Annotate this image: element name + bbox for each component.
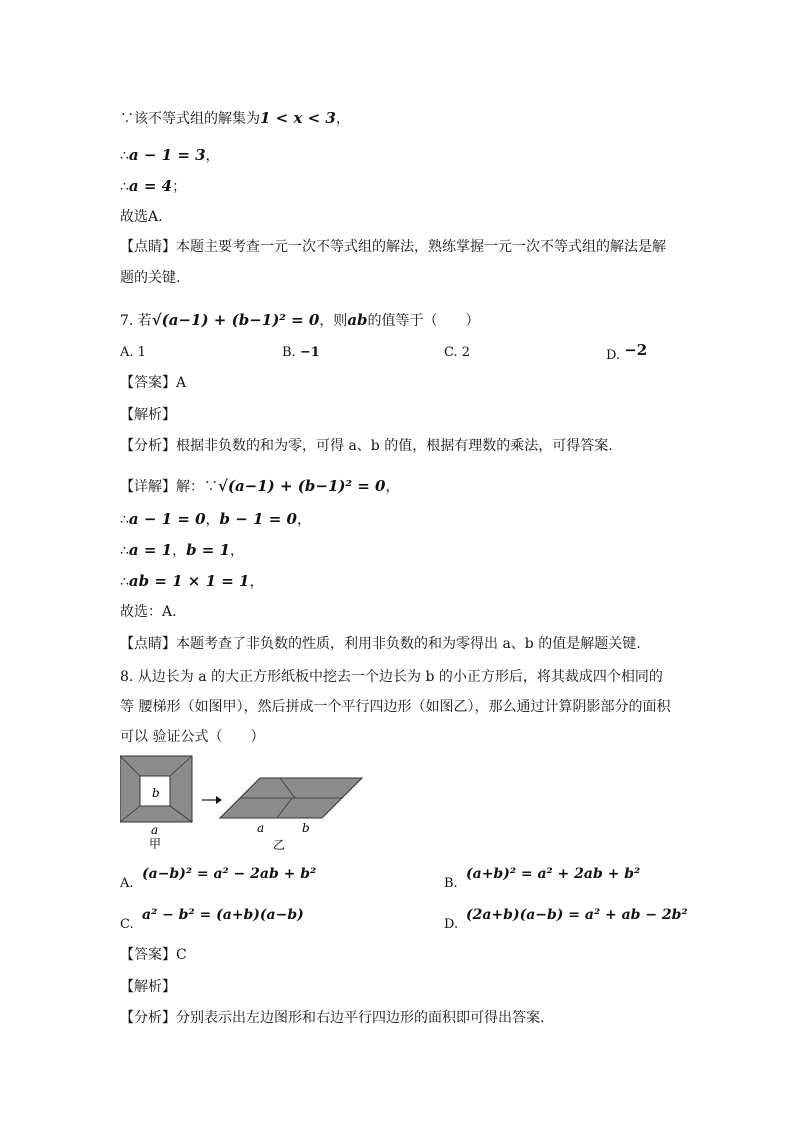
step-2: ∴a = 1，b = 1， [120,541,245,559]
step-3: ∴ab = 1 × 1 = 1， [120,572,264,590]
q8-option-b-label: B. [444,876,458,891]
label-b-right: b [302,821,310,835]
question-7 [120,310,480,331]
question-8-line-3: 可以 验证公式（ ） [120,729,265,745]
analysis-7: 【分析】根据非负数的和为零，可得 a、b 的值，根据有理数的乘法，可得答案. [120,438,613,454]
analysis-header-7: 【解析】 [120,407,176,423]
text: ∴ [120,148,129,164]
dianjing-line-1: 【点睛】本题主要考查一元一次不等式组的解法，熟练掌握一元一次不等式组的解法是解 [120,239,666,255]
q8-option-c: a² − b² = (a+b)(a−b) [142,907,304,923]
text: ； [172,179,187,195]
detail-7 [120,476,400,497]
q7-option-c: C. 2 [444,345,471,360]
choose-7: 故选：A. [120,604,177,620]
math-expression: ab [347,311,368,329]
text: ， [335,111,350,127]
q8-option-d: (2a+b)(a−b) = a² + ab − 2b² [466,907,688,923]
answer-7: 【答案】A [120,375,187,391]
solution-line-1 [120,108,350,129]
q8-option-b: (a+b)² = a² + 2ab + b² [466,866,641,882]
text: ，则 [319,313,348,329]
math-expression: √(a−1) + (b−1)² = 0 [151,311,320,329]
solution-line-3 [120,176,186,197]
text: ∴ [120,179,129,195]
math-expression: √(a−1) + (b−1)² = 0 [218,477,386,495]
text: ∵该不等式组的解集为 [120,111,260,127]
analysis-8: 【分析】分别表示出左边图形和右边平行四边形的面积即可得出答案. [120,1010,545,1026]
text: ， [205,148,220,164]
text: 【详解】解：∵ [120,479,218,495]
text: 7. 若 [120,313,152,329]
label-b-inner: b [152,786,160,800]
q8-option-a: (a−b)² = a² − 2ab + b² [142,866,317,882]
step-1: ∴a − 1 = 0，b − 1 = 0， [120,510,311,528]
choose-line: 故选A. [120,209,163,225]
math-expression: a = 4 [128,177,173,195]
math-expression: 1 < x < 3 [260,109,336,127]
q7-option-d: D. −2 [606,341,648,363]
q7-option-a: A. 1 [120,345,146,360]
question-8-line-1: 8. 从边长为 a 的大正方形纸板中挖去一个边长为 b 的小正方形后，将其裁成四个相同的 [120,669,663,685]
label-yi: 乙 [273,838,286,852]
figure-jia-yi [120,752,370,852]
text: ， [385,479,400,495]
text: 的值等于（ ） [367,313,480,329]
label-jia: 甲 [149,837,162,851]
arrow-icon [216,796,222,804]
q7-option-b: B. −1 [282,345,320,360]
answer-8: 【答案】C [120,947,187,963]
dianjing-7: 【点睛】本题考查了非负数的性质，利用非负数的和为零得出 a、b 的值是解题关键. [120,636,641,652]
analysis-header-8: 【解析】 [120,979,176,995]
label-a-left: a [151,823,159,837]
q8-option-d-label: D. [444,917,459,932]
q8-option-c-label: C. [120,917,134,932]
dianjing-line-2: 题的关键. [120,270,181,286]
q8-option-a-label: A. [120,876,134,891]
math-expression: a − 1 = 3 [128,146,206,164]
label-a-right: a [257,821,265,835]
solution-line-2 [120,145,220,166]
question-8-line-2: 等 腰梯形（如图甲），然后拼成一个平行四边形（如图乙），那么通过计算阴影部分的面积 [120,699,671,715]
